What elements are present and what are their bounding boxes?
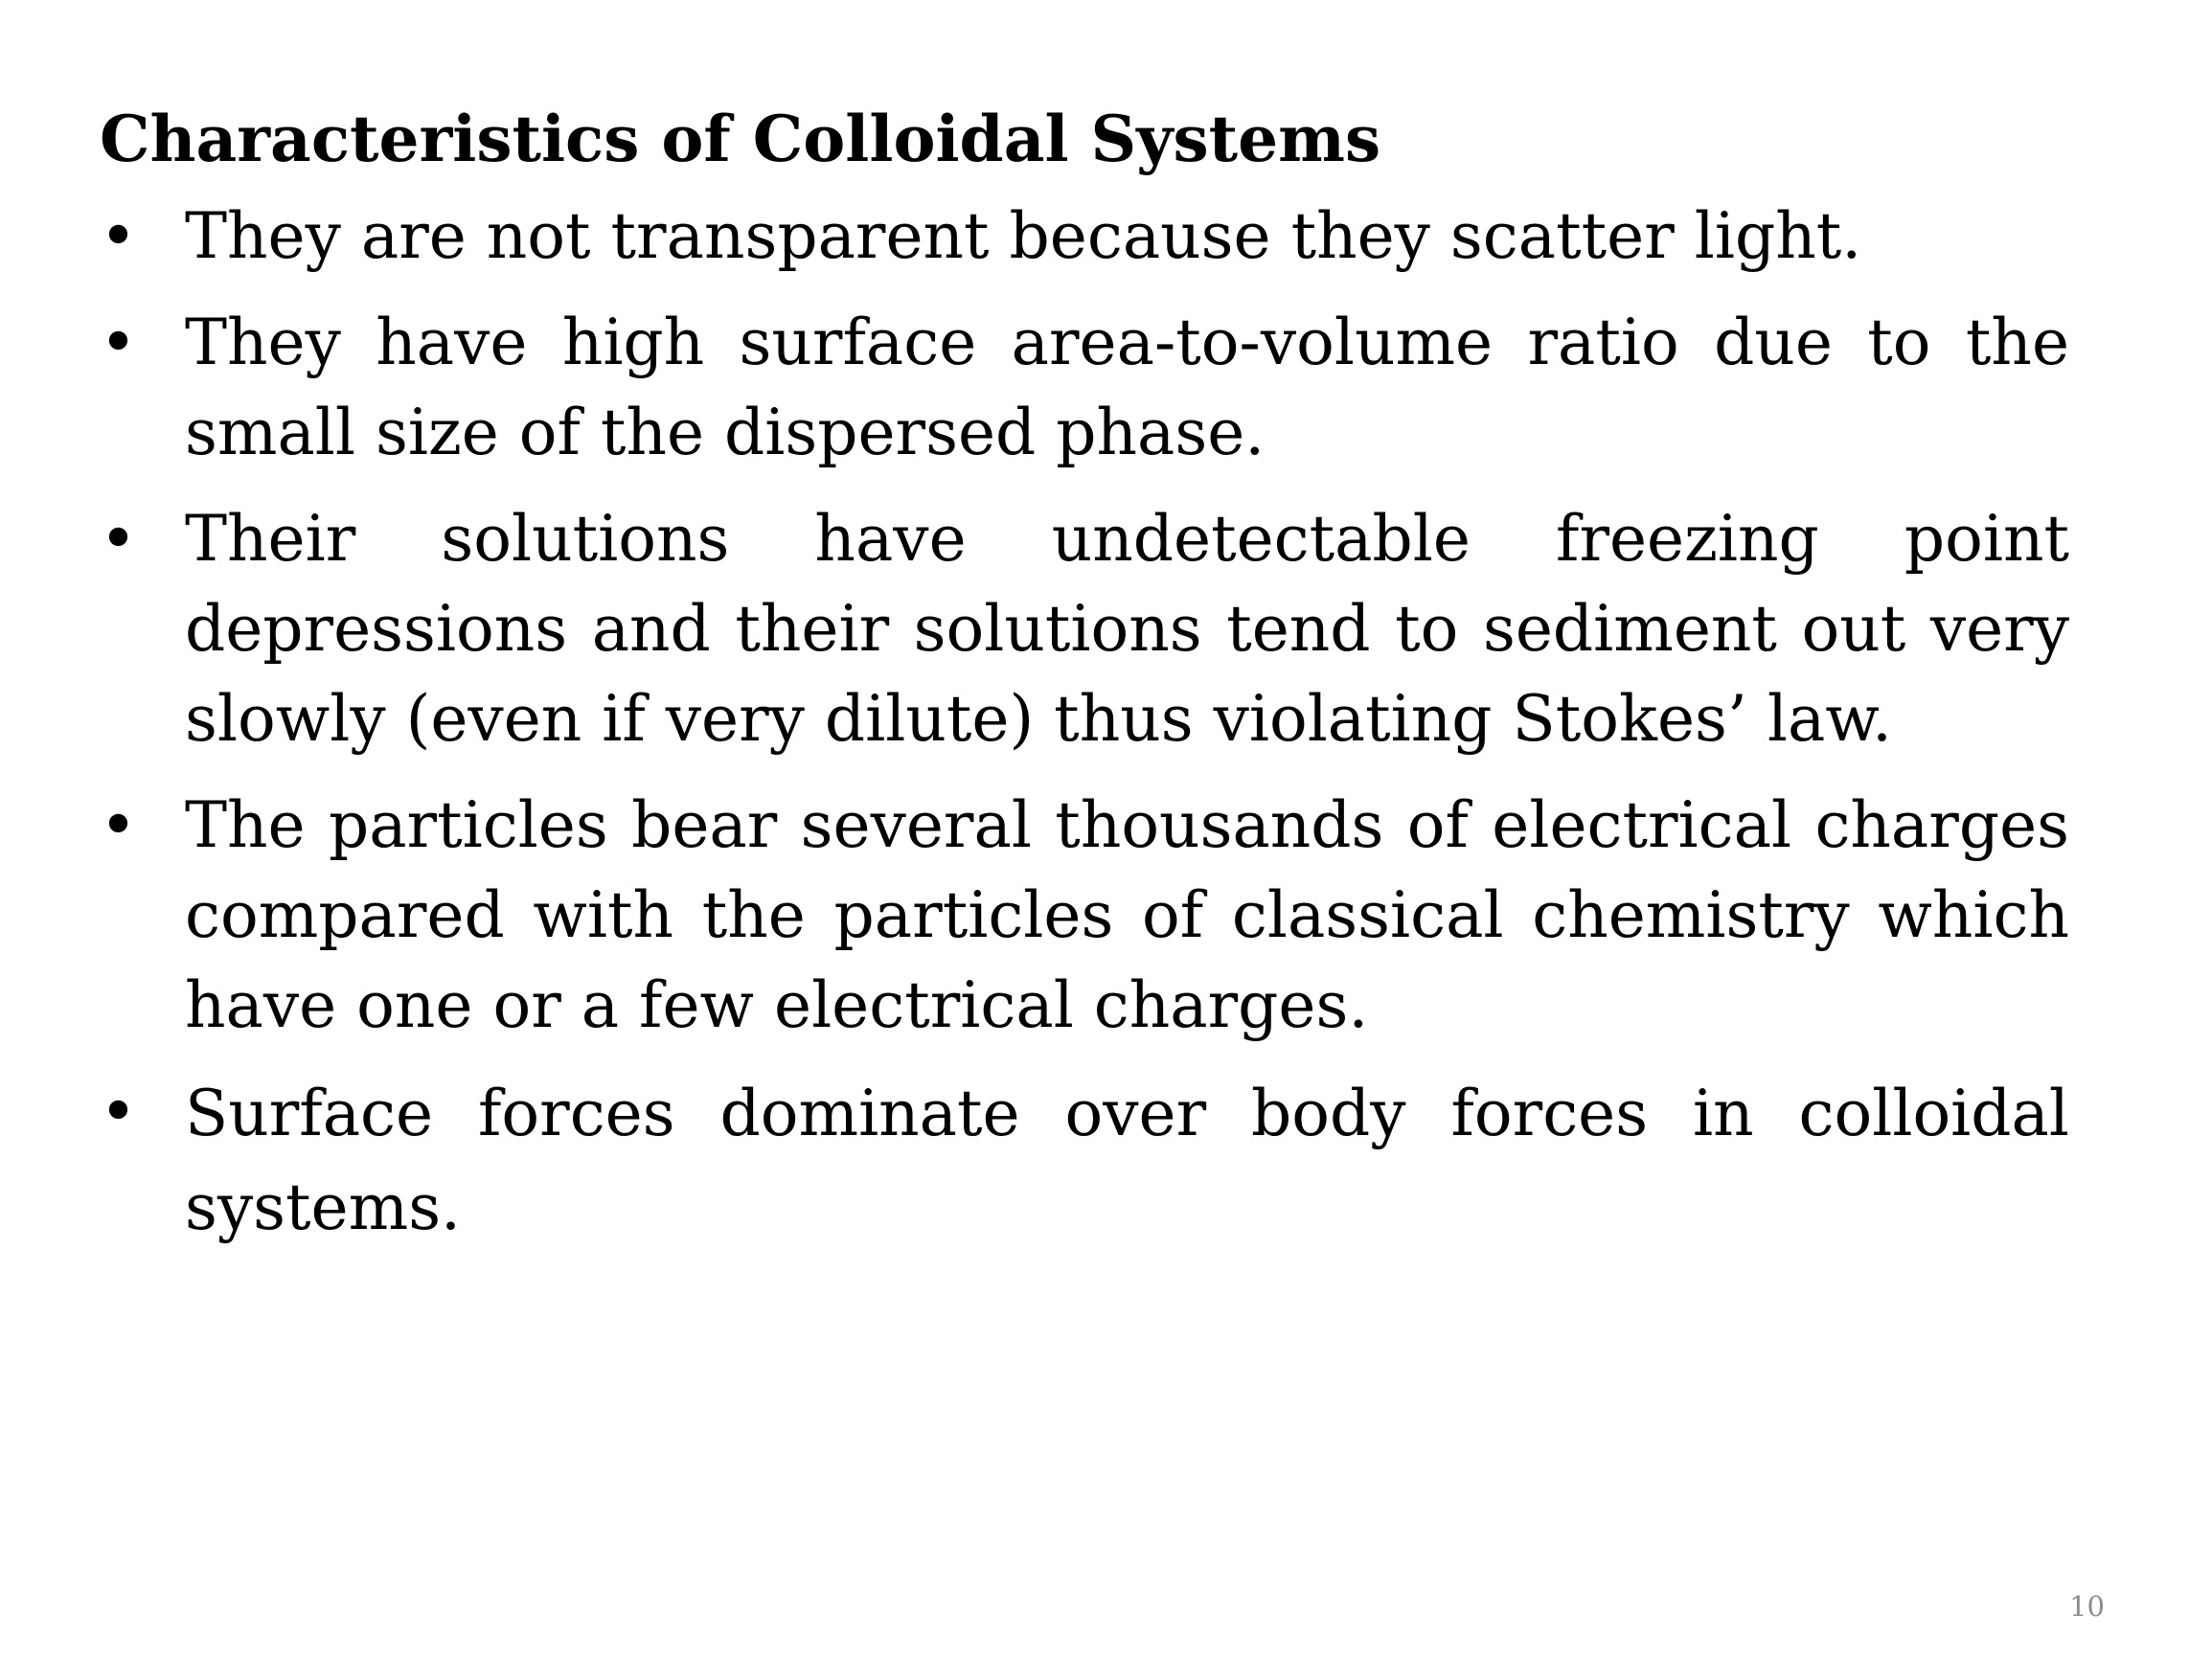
bullet-marker: • (100, 788, 137, 862)
bullet-marker: • (100, 306, 137, 379)
bullet-text: The particles bear several thousands of electrical charges compared with the particles of classical chemistry which have one or a few electrical charges. (185, 788, 2069, 1042)
bullet-marker: • (100, 502, 137, 576)
bullet-marker: • (100, 199, 137, 273)
bullet-item (100, 781, 2069, 1051)
bullet-marker: • (100, 1075, 137, 1148)
bullet-text: Surface forces dominate over body forces in colloidal systems. (185, 1077, 2069, 1244)
bullet-item (100, 494, 2069, 764)
slide-title: Characteristics of Colloidal Systems (100, 102, 1381, 176)
page-number: 10 (2069, 1590, 2105, 1623)
bullet-item (100, 192, 2069, 282)
bullet-list (100, 192, 2069, 1271)
bullet-item (100, 298, 2069, 478)
bullet-item (100, 1067, 2069, 1255)
bullet-text: They are not transparent because they scatter light. (185, 199, 1862, 273)
bullet-text: Their solutions have undetectable freezing point depressions and their solutions tend to sediment out very slowly (even if very dilute) thus violating Stokes’ law. (185, 502, 2069, 756)
bullet-text: They have high surface area-to-volume ratio due to the small size of the dispersed phase. (185, 306, 2069, 469)
